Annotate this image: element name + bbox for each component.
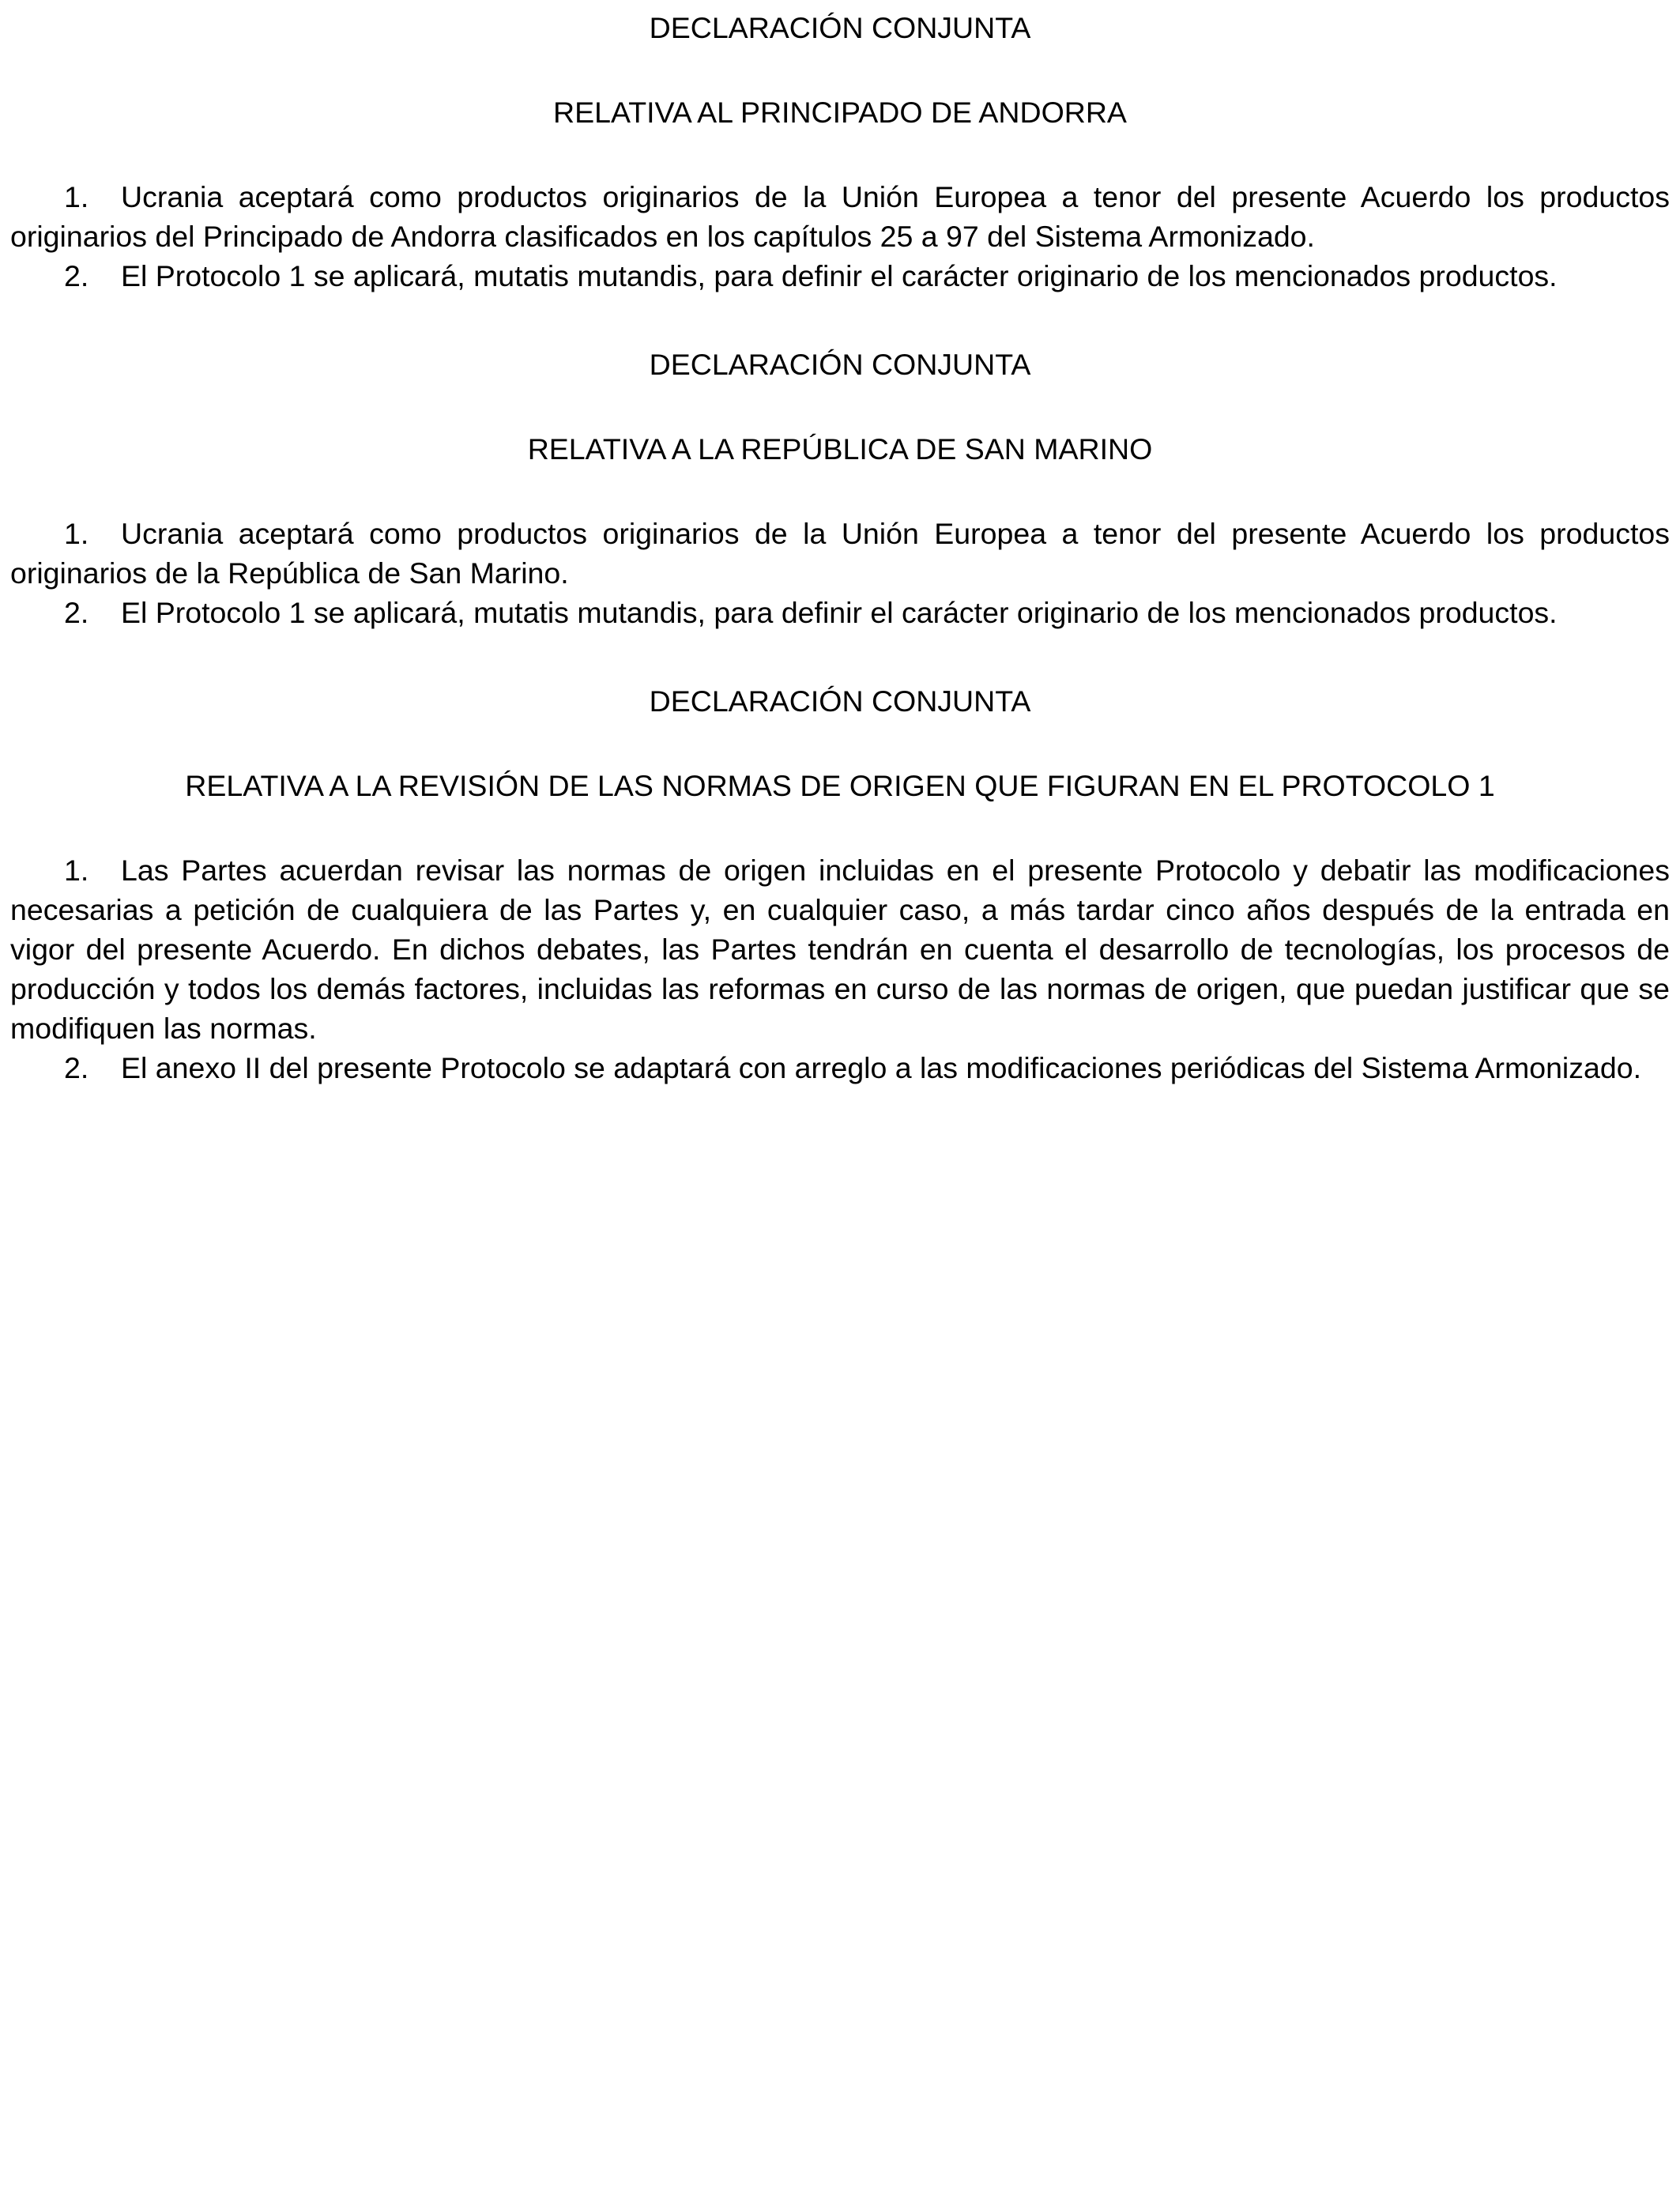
item-text: Ucrania aceptará como productos originarios de la Unión Europea a tenor del presente Acuerdo los productos originarios del Principado de Andorra clasificados en los capítulos 25 a 97 del Sistema Armonizado. (10, 180, 1670, 253)
item-number: 1. (64, 180, 89, 213)
item-text: Las Partes acuerdan revisar las normas de origen incluidas en el presente Protocolo y debatir las modificaciones necesarias a petición de cualquiera de las Partes y, en cualquier caso, a más tardar cinco años después de la entrada en vigor del presente Acuerdo. En dichos debates, las Partes tendrán en cuenta el desarrollo de tecnologías, los procesos de producción y todos los demás factores, incluidas las reformas en curso de las normas de origen, que puedan justificar que se modifiquen las normas. (10, 854, 1670, 1045)
item-number: 2. (64, 1051, 89, 1084)
declaration-san-marino (10, 345, 1670, 632)
item-text: El anexo II del presente Protocolo se adaptará con arreglo a las modificaciones periódicas del Sistema Armonizado. (121, 1051, 1641, 1084)
declaration-subtitle: RELATIVA A LA REPÚBLICA DE SAN MARINO (527, 432, 1153, 466)
item-number: 1. (64, 854, 89, 887)
declaration-items (10, 850, 1670, 1088)
declaration-item (10, 256, 1670, 296)
declaration-items (10, 177, 1670, 296)
declaration-items (10, 514, 1670, 632)
declaration-title: DECLARACIÓN CONJUNTA (649, 348, 1031, 381)
declaration-subtitle: RELATIVA AL PRINCIPADO DE ANDORRA (553, 96, 1127, 129)
declaration-rules-of-origin-review (10, 681, 1670, 1088)
item-number: 2. (64, 596, 89, 629)
item-number: 2. (64, 259, 89, 292)
item-text: Ucrania aceptará como productos originarios de la Unión Europea a tenor del presente Acuerdo los productos originarios de la República de San Marino. (10, 517, 1670, 590)
item-text: El Protocolo 1 se aplicará, mutatis mutandis, para definir el carácter originario de los mencionados productos. (121, 259, 1558, 292)
declaration-item (10, 1048, 1670, 1088)
item-number: 1. (64, 517, 89, 550)
declaration-subtitle: RELATIVA A LA REVISIÓN DE LAS NORMAS DE ORIGEN QUE FIGURAN EN EL PROTOCOLO 1 (185, 769, 1495, 802)
declaration-andorra (10, 8, 1670, 296)
declaration-item (10, 514, 1670, 593)
document-page (10, 8, 1670, 1088)
declaration-item (10, 850, 1670, 1048)
declaration-title: DECLARACIÓN CONJUNTA (649, 11, 1031, 44)
declaration-item (10, 593, 1670, 632)
declaration-title: DECLARACIÓN CONJUNTA (649, 684, 1031, 718)
declaration-item (10, 177, 1670, 256)
item-text: El Protocolo 1 se aplicará, mutatis mutandis, para definir el carácter originario de los mencionados productos. (121, 596, 1558, 629)
